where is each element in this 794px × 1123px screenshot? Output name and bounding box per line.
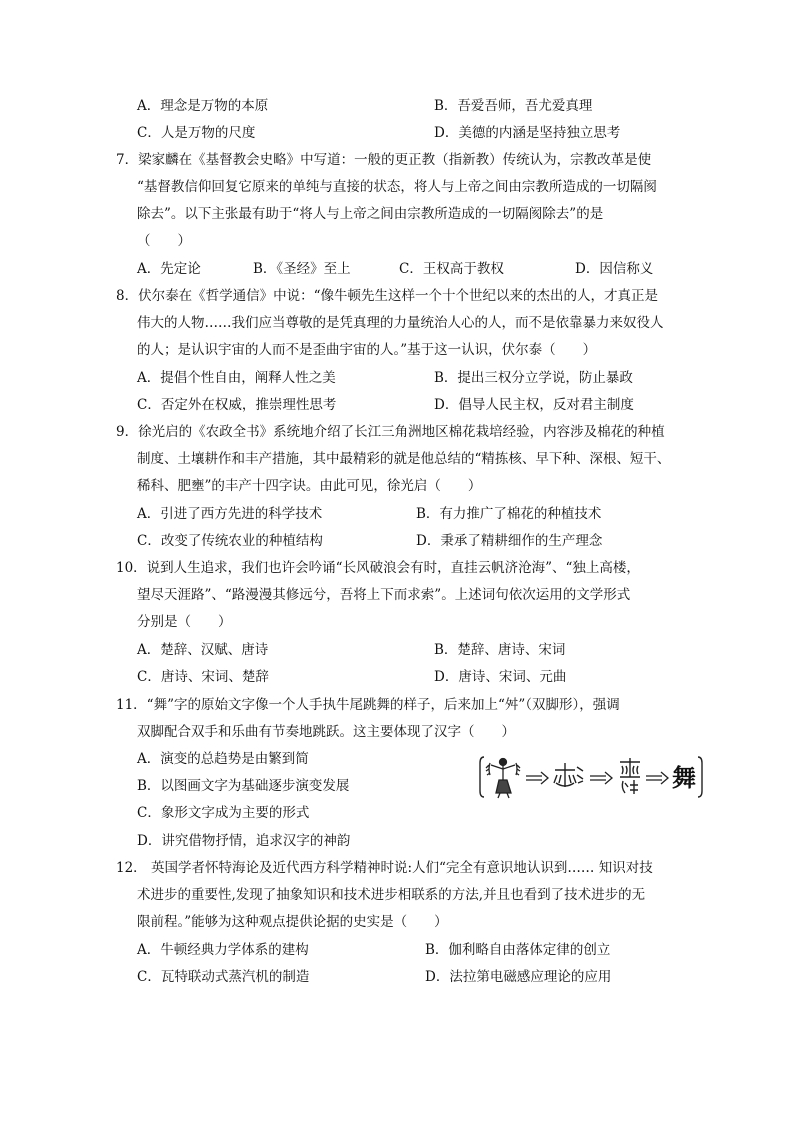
q9-stem-line-3: 稀科、肥壅”的丰产十四字诀。由此可见，徐光启（ ） [137, 478, 482, 494]
q6-option-d: D．美德的内涵是坚持独立思考 [434, 125, 621, 141]
q8-option-d: D．倡导人民主权，反对君主制度 [434, 397, 634, 413]
q9-stem-line-1: 9．徐光启的《农政全书》系统地介绍了长江三角洲地区棉花栽培经验，内容涉及棉花的种植 [116, 424, 665, 440]
q12-option-c: C．瓦特联动式蒸汽机的制造 [137, 969, 310, 985]
q11-option-c: C．象形文字成为主要的形式 [137, 805, 310, 821]
q7-stem-line-1: 7．梁家麟在《基督教会史略》中写道：一般的更正教（指新教）传统认为，宗教改革是使 [116, 152, 652, 168]
q12-option-b: B．伽利略自由落体定律的创立 [425, 942, 611, 958]
q7-option-b: B．《圣经》至上 [253, 261, 351, 277]
q11-option-b: B．以图画文字为基础逐步演变发展 [137, 778, 350, 794]
q11-stem-line-1: 11．“舞”字的原始文字像一个人手执牛尾跳舞的样子，后来加上“舛”（双脚形），强调 [116, 697, 620, 713]
arrow-right-icon [590, 772, 612, 784]
q8-stem-line-1: 8．伏尔泰在《哲学通信》中说：“像牛顿先生这样一个十个世纪以来的杰出的人，才真正是 [116, 288, 658, 304]
q12-stem-line-1: 12． 英国学者怀特海论及近代西方科学精神时说:人们“完全有意识地认识到…… 知识对技 [116, 860, 653, 876]
arrow-right-icon [526, 772, 548, 784]
q12-option-d: D．法拉第电磁感应理论的应用 [425, 969, 612, 985]
q7-stem-line-3: 除去”。以下主张最有助于“将人与上帝之间由宗教所造成的一切隔阂除去”的是 [137, 206, 604, 222]
q7-option-c: C．王权高于教权 [399, 261, 504, 277]
q8-stem-line-2: 伟大的人物……我们应当尊敬的是凭真理的力量统治人心的人，而不是依靠暴力来奴役人 [137, 315, 664, 331]
q9-option-a: A．引进了西方先进的科学技术 [137, 506, 323, 522]
q11-option-d: D．讲究借物抒情，追求汉字的神韵 [137, 833, 351, 849]
q8-option-c: C．否定外在权威，推崇理性思考 [137, 397, 337, 413]
q6-option-b: B．吾爱吾师，吾尤爱真理 [434, 98, 593, 114]
pictograph-dancer-icon [486, 759, 520, 799]
q10-option-a: A．楚辞、汉赋、唐诗 [137, 642, 269, 658]
q8-stem-line-3: 的人；是认识宇宙的人而不是歪曲宇宙的人。”基于这一认识，伏尔泰（ ） [137, 342, 597, 358]
q10-stem-line-2: 望尽天涯路”、“路漫漫其修远兮，吾将上下而求索”。上述词句依次运用的文学形式 [137, 587, 631, 603]
q9-option-d: D．秉承了精耕细作的生产理念 [416, 533, 603, 549]
q11-stem-line-2: 双脚配合双手和乐曲有节奏地跳跃。这主要体现了汉字（ ） [137, 724, 515, 740]
q11-option-a: A．演变的总趋势是由繁到简 [137, 751, 309, 767]
q10-option-c: C．唐诗、宋词、楚辞 [137, 669, 269, 685]
q6-option-c: C．人是万物的尺度 [137, 125, 256, 141]
q10-stem-line-1: 10．说到人生追求，我们也许会吟诵“长风破浪会有时，直挂云帆济沧海”、“独上高楼， [116, 560, 640, 576]
q10-option-d: D．唐诗、宋词、元曲 [434, 669, 567, 685]
q12-stem-line-3: 限前程。”能够为这种观点提供论据的史实是（ ） [137, 914, 448, 930]
q7-stem-line-2: “基督教信仰回复它原来的单纯与直接的状态，将人与上帝之间由宗教所造成的一切隔阂 [137, 179, 657, 195]
q7-option-a: A．先定论 [137, 261, 201, 277]
final-character: 舞 [672, 764, 696, 792]
seal-script-glyph-icon [620, 758, 640, 794]
q10-option-b: B．楚辞、唐诗、宋词 [434, 642, 566, 658]
q9-option-c: C．改变了传统农业的种植结构 [137, 533, 323, 549]
q9-option-b: B．有力推广了棉花的种植技术 [416, 506, 602, 522]
oracle-bone-glyph-icon [554, 763, 583, 787]
q6-option-a: A．理念是万物的本原 [137, 98, 269, 114]
q12-option-a: A．牛顿经典力学体系的建构 [137, 942, 309, 958]
q7-stem-line-4: （ ） [137, 233, 191, 249]
q8-option-a: A．提倡个性自由，阐释人性之美 [137, 370, 336, 386]
q10-stem-line-3: 分别是（ ） [137, 614, 232, 630]
character-evolution-figure [478, 753, 704, 801]
q9-stem-line-2: 制度、土壤耕作和丰产措施，其中最精彩的就是他总结的“精拣核、早下种、深根、短干、 [137, 451, 671, 467]
arrow-right-icon [646, 772, 668, 784]
q12-stem-line-2: 术进步的重要性,发现了抽象知识和技术进步相联系的方法,并且也看到了技术进步的无 [137, 887, 646, 903]
q8-option-b: B．提出三权分立学说，防止暴政 [434, 370, 633, 386]
q7-option-d: D．因信称义 [575, 261, 654, 277]
